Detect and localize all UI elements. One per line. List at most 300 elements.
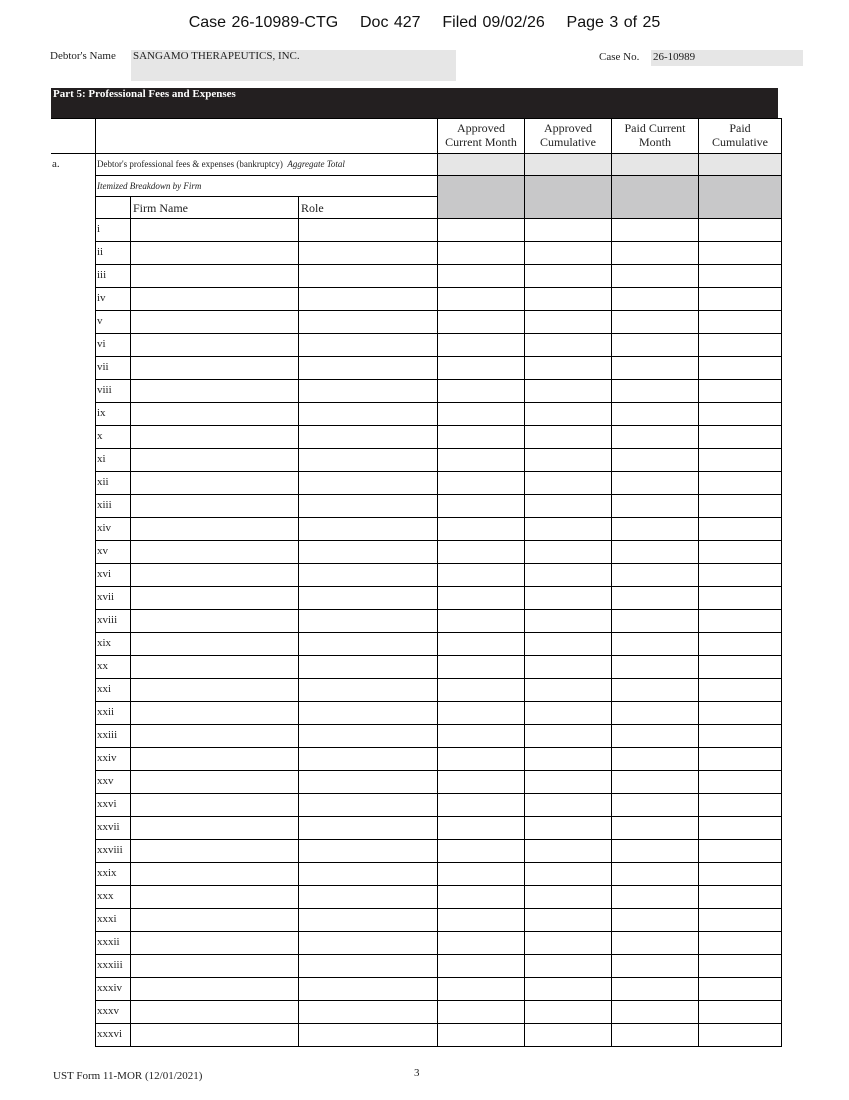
firm-name-cell[interactable]	[130, 334, 298, 356]
paid-cumulative-cell[interactable]	[699, 495, 781, 517]
approved-cumulative-cell[interactable]	[525, 242, 611, 264]
row-number: xxx	[97, 890, 114, 902]
approved-cumulative-cell[interactable]	[525, 311, 611, 333]
column-divider	[524, 118, 525, 1047]
approved-cumulative-cell[interactable]	[525, 1024, 611, 1046]
row-number: xxix	[97, 867, 117, 879]
paid-cumulative-cell[interactable]	[699, 633, 781, 655]
row-number: xiii	[97, 499, 112, 511]
approved-cumulative-cell[interactable]	[525, 334, 611, 356]
role-cell[interactable]	[299, 541, 438, 563]
paid-cumulative-cell[interactable]	[699, 403, 781, 425]
column-divider	[611, 118, 612, 1047]
paid-cumulative-header: Paid Cumulative	[712, 121, 768, 149]
firm-name-cell[interactable]	[130, 564, 298, 586]
firm-name-cell[interactable]	[130, 955, 298, 977]
role-cell[interactable]	[299, 817, 438, 839]
firm-name-cell[interactable]	[130, 472, 298, 494]
table-row	[95, 1000, 782, 1023]
approved-current-month-cell[interactable]	[438, 863, 524, 885]
paid-cumulative-cell[interactable]	[699, 725, 781, 747]
table-row	[95, 701, 782, 724]
approved-cumulative-cell[interactable]	[525, 564, 611, 586]
role-cell[interactable]	[299, 495, 438, 517]
paid-current-month-cell[interactable]	[612, 357, 698, 379]
approved-current-month-cell[interactable]	[438, 495, 524, 517]
firm-name-cell[interactable]	[130, 1024, 298, 1046]
paid-cumulative-cell[interactable]	[699, 955, 781, 977]
paid-cumulative-cell[interactable]	[699, 1001, 781, 1023]
table-row	[95, 655, 782, 678]
approved-cumulative-cell[interactable]	[525, 909, 611, 931]
row-number: xxiii	[97, 729, 118, 741]
paid-cumulative-cell[interactable]	[699, 426, 781, 448]
approved-cumulative-cell[interactable]	[525, 679, 611, 701]
approved-cumulative-cell[interactable]	[525, 794, 611, 816]
itemized-shaded-area	[438, 176, 782, 218]
row-number: xv	[97, 545, 108, 557]
row-number: xiv	[97, 522, 112, 534]
paid-current-month-cell[interactable]	[612, 909, 698, 931]
filed-date: Filed 09/02/26	[442, 14, 545, 31]
paid-cumulative-cell[interactable]	[699, 242, 781, 264]
approved-cumulative-cell[interactable]	[525, 978, 611, 1000]
approved-cumulative-cell[interactable]	[525, 541, 611, 563]
approved-cumulative-cell[interactable]	[525, 840, 611, 862]
paid-current-month-cell[interactable]	[612, 771, 698, 793]
approved-cumulative-cell[interactable]	[525, 518, 611, 540]
approved-cumulative-cell[interactable]	[525, 748, 611, 770]
paid-cumulative-cell[interactable]	[699, 794, 781, 816]
firm-name-cell[interactable]	[130, 449, 298, 471]
firm-name-cell[interactable]	[130, 288, 298, 310]
approved-current-month-cell[interactable]	[438, 955, 524, 977]
table-row	[95, 862, 782, 885]
paid-current-month-cell[interactable]	[612, 541, 698, 563]
approved-cumulative-cell[interactable]	[525, 633, 611, 655]
paid-cumulative-cell[interactable]	[699, 541, 781, 563]
row-number: xxvi	[97, 798, 117, 810]
paid-current-month-cell[interactable]	[612, 955, 698, 977]
approved-cumulative-cell[interactable]	[525, 1001, 611, 1023]
approved-current-month-cell[interactable]	[438, 886, 524, 908]
paid-cumulative-cell[interactable]	[699, 288, 781, 310]
approved-current-month-cell[interactable]	[438, 357, 524, 379]
role-cell[interactable]	[299, 380, 438, 402]
table-row	[95, 540, 782, 563]
role-cell[interactable]	[299, 472, 438, 494]
role-cell[interactable]	[299, 932, 438, 954]
paid-current-month-cell[interactable]	[612, 334, 698, 356]
paid-cumulative-cell[interactable]	[699, 311, 781, 333]
table-row	[95, 632, 782, 655]
paid-current-month-cell[interactable]	[612, 886, 698, 908]
role-cell[interactable]	[299, 771, 438, 793]
role-cell[interactable]	[299, 564, 438, 586]
column-divider	[781, 118, 782, 1047]
table-row	[95, 494, 782, 517]
approved-current-month-cell[interactable]	[438, 771, 524, 793]
firm-name-cell[interactable]	[130, 265, 298, 287]
paid-current-month-cell[interactable]	[612, 242, 698, 264]
paid-current-month-cell[interactable]	[612, 426, 698, 448]
approved-cumulative-cell[interactable]	[525, 955, 611, 977]
aggregate-approved-current-field[interactable]	[438, 154, 524, 175]
row-number: xxxiii	[97, 959, 123, 971]
firm-name-cell[interactable]	[130, 311, 298, 333]
table-row	[95, 333, 782, 356]
role-cell[interactable]	[299, 633, 438, 655]
approved-cumulative-cell[interactable]	[525, 357, 611, 379]
table-row	[95, 977, 782, 1000]
paid-cumulative-cell[interactable]	[699, 380, 781, 402]
approved-cumulative-cell[interactable]	[525, 656, 611, 678]
firm-name-cell[interactable]	[130, 357, 298, 379]
approved-current-month-cell[interactable]	[438, 219, 524, 241]
row-number: vi	[97, 338, 106, 350]
role-cell[interactable]	[299, 357, 438, 379]
firm-name-cell[interactable]	[130, 403, 298, 425]
paid-current-month-cell[interactable]	[612, 840, 698, 862]
approved-current-month-cell[interactable]	[438, 472, 524, 494]
part-title: Part 5: Professional Fees and Expenses	[53, 88, 236, 100]
row-number: xxxiv	[97, 982, 123, 994]
itemized-breakdown-label: Itemized Breakdown by Firm	[97, 181, 202, 191]
paid-current-month-cell[interactable]	[612, 702, 698, 724]
paid-current-month-cell[interactable]	[612, 817, 698, 839]
table-row	[95, 908, 782, 931]
paid-cumulative-cell[interactable]	[699, 449, 781, 471]
row-number: xii	[97, 476, 109, 488]
approved-current-month-cell[interactable]	[438, 909, 524, 931]
approved-cumulative-cell[interactable]	[525, 702, 611, 724]
paid-cumulative-cell[interactable]	[699, 817, 781, 839]
table-row	[95, 793, 782, 816]
firm-name-cell[interactable]	[130, 909, 298, 931]
paid-current-month-cell[interactable]	[612, 610, 698, 632]
paid-cumulative-cell[interactable]	[699, 334, 781, 356]
approved-current-month-cell[interactable]	[438, 1001, 524, 1023]
role-cell[interactable]	[299, 794, 438, 816]
paid-current-month-cell[interactable]	[612, 495, 698, 517]
firm-name-cell[interactable]	[130, 633, 298, 655]
table-row	[95, 747, 782, 770]
row-number: iv	[97, 292, 106, 304]
approved-current-month-cell[interactable]	[438, 794, 524, 816]
column-divider	[298, 196, 299, 1047]
paid-cumulative-cell[interactable]	[699, 679, 781, 701]
case-header	[0, 14, 849, 32]
row-number: vii	[97, 361, 109, 373]
table-row	[95, 931, 782, 954]
paid-current-month-cell[interactable]	[612, 1024, 698, 1046]
table-row	[95, 1023, 782, 1046]
row-number: xxi	[97, 683, 112, 695]
row-number: ii	[97, 246, 104, 258]
paid-current-month-cell[interactable]	[612, 656, 698, 678]
paid-cumulative-cell[interactable]	[699, 1024, 781, 1046]
approved-current-month-cell[interactable]	[438, 748, 524, 770]
firm-name-cell[interactable]	[130, 541, 298, 563]
approved-current-month-cell[interactable]	[438, 380, 524, 402]
row-number: xvii	[97, 591, 115, 603]
table-row	[95, 379, 782, 402]
row-number: xxxii	[97, 936, 120, 948]
section-letter: a.	[52, 158, 60, 170]
row-number: ix	[97, 407, 106, 419]
page-indicator: Page 3 of 25	[566, 14, 661, 31]
role-cell[interactable]	[299, 1001, 438, 1023]
approved-cumulative-cell[interactable]	[525, 863, 611, 885]
role-cell[interactable]	[299, 656, 438, 678]
firm-name-cell[interactable]	[130, 679, 298, 701]
table-row	[95, 241, 782, 264]
firm-name-cell[interactable]	[130, 794, 298, 816]
paid-cumulative-cell[interactable]	[699, 219, 781, 241]
paid-current-month-cell[interactable]	[612, 449, 698, 471]
table-row	[95, 563, 782, 586]
firm-name-cell[interactable]	[130, 495, 298, 517]
role-cell[interactable]	[299, 748, 438, 770]
table-row	[95, 310, 782, 333]
role-cell[interactable]	[299, 288, 438, 310]
column-divider	[437, 118, 438, 1047]
approved-cumulative-cell[interactable]	[525, 495, 611, 517]
row-number: xx	[97, 660, 108, 672]
aggregate-paid-current-field[interactable]	[612, 154, 698, 175]
approved-current-month-cell[interactable]	[438, 679, 524, 701]
firm-name-cell[interactable]	[130, 748, 298, 770]
approved-current-month-cell[interactable]	[438, 564, 524, 586]
paid-current-month-cell[interactable]	[612, 380, 698, 402]
firm-name-cell[interactable]	[130, 725, 298, 747]
approved-cumulative-cell[interactable]	[525, 265, 611, 287]
role-cell[interactable]	[299, 1024, 438, 1046]
approved-cumulative-cell[interactable]	[525, 932, 611, 954]
role-cell[interactable]	[299, 403, 438, 425]
row-number: xxv	[97, 775, 114, 787]
role-cell[interactable]	[299, 955, 438, 977]
itemized-bottom-line	[95, 196, 438, 197]
paid-cumulative-cell[interactable]	[699, 909, 781, 931]
paid-cumulative-cell[interactable]	[699, 265, 781, 287]
role-cell[interactable]	[299, 518, 438, 540]
role-cell[interactable]	[299, 886, 438, 908]
role-cell[interactable]	[299, 334, 438, 356]
firm-name-cell[interactable]	[130, 610, 298, 632]
role-cell[interactable]	[299, 242, 438, 264]
paid-cumulative-cell[interactable]	[699, 863, 781, 885]
row-number: xxxvi	[97, 1028, 123, 1040]
table-row	[95, 287, 782, 310]
paid-current-month-cell[interactable]	[612, 1001, 698, 1023]
role-cell[interactable]	[299, 311, 438, 333]
paid-cumulative-cell[interactable]	[699, 472, 781, 494]
paid-current-month-cell[interactable]	[612, 794, 698, 816]
paid-current-month-header: Paid Current Month	[624, 121, 686, 149]
paid-current-month-cell[interactable]	[612, 403, 698, 425]
approved-cumulative-cell[interactable]	[525, 725, 611, 747]
role-cell[interactable]	[299, 265, 438, 287]
table-row	[95, 839, 782, 862]
paid-current-month-cell[interactable]	[612, 863, 698, 885]
role-cell[interactable]	[299, 679, 438, 701]
firm-name-cell[interactable]	[130, 219, 298, 241]
firm-name-cell[interactable]	[130, 863, 298, 885]
approved-cumulative-cell[interactable]	[525, 219, 611, 241]
paid-cumulative-cell[interactable]	[699, 886, 781, 908]
firm-name-cell[interactable]	[130, 518, 298, 540]
approved-current-month-cell[interactable]	[438, 403, 524, 425]
table-top-line	[51, 118, 782, 119]
table-row	[95, 954, 782, 977]
approved-current-month-cell[interactable]	[438, 334, 524, 356]
table-row	[95, 425, 782, 448]
row-number: xxii	[97, 706, 115, 718]
role-cell[interactable]	[299, 219, 438, 241]
paid-current-month-cell[interactable]	[612, 518, 698, 540]
role-cell[interactable]	[299, 909, 438, 931]
table-row	[95, 218, 782, 241]
role-cell[interactable]	[299, 840, 438, 862]
firm-name-cell[interactable]	[130, 932, 298, 954]
paid-cumulative-cell[interactable]	[699, 978, 781, 1000]
approved-current-month-cell[interactable]	[438, 265, 524, 287]
row-number: xxviii	[97, 844, 123, 856]
paid-cumulative-cell[interactable]	[699, 840, 781, 862]
approved-cumulative-cell[interactable]	[525, 288, 611, 310]
approved-cumulative-cell[interactable]	[525, 472, 611, 494]
paid-cumulative-cell[interactable]	[699, 518, 781, 540]
approved-current-month-cell[interactable]	[438, 610, 524, 632]
approved-current-month-cell[interactable]	[438, 978, 524, 1000]
role-cell[interactable]	[299, 702, 438, 724]
paid-current-month-cell[interactable]	[612, 932, 698, 954]
approved-current-month-cell[interactable]	[438, 725, 524, 747]
approved-current-month-cell[interactable]	[438, 702, 524, 724]
approved-current-month-cell[interactable]	[438, 817, 524, 839]
approved-cumulative-cell[interactable]	[525, 771, 611, 793]
row-number: xxiv	[97, 752, 117, 764]
role-cell[interactable]	[299, 610, 438, 632]
paid-current-month-cell[interactable]	[612, 265, 698, 287]
paid-current-month-cell[interactable]	[612, 472, 698, 494]
row-divider	[95, 1046, 782, 1047]
approved-cumulative-cell[interactable]	[525, 449, 611, 471]
approved-cumulative-cell[interactable]	[525, 817, 611, 839]
firm-name-cell[interactable]	[130, 771, 298, 793]
row-number: iii	[97, 269, 107, 281]
approved-current-month-cell[interactable]	[438, 1024, 524, 1046]
table-row	[95, 356, 782, 379]
paid-current-month-cell[interactable]	[612, 633, 698, 655]
approved-cumulative-cell[interactable]	[525, 380, 611, 402]
row-number: v	[97, 315, 103, 327]
firm-name-cell[interactable]	[130, 587, 298, 609]
paid-cumulative-cell[interactable]	[699, 357, 781, 379]
table-row	[95, 816, 782, 839]
row-number: x	[97, 430, 103, 442]
role-cell[interactable]	[299, 587, 438, 609]
table-row	[95, 609, 782, 632]
approved-current-month-cell[interactable]	[438, 242, 524, 264]
approved-current-month-cell[interactable]	[438, 288, 524, 310]
firm-name-cell[interactable]	[130, 380, 298, 402]
approved-current-month-cell[interactable]	[438, 311, 524, 333]
paid-current-month-cell[interactable]	[612, 564, 698, 586]
approved-current-month-cell[interactable]	[438, 587, 524, 609]
firm-name-cell[interactable]	[130, 1001, 298, 1023]
role-cell[interactable]	[299, 863, 438, 885]
approved-current-month-cell[interactable]	[438, 633, 524, 655]
paid-cumulative-cell[interactable]	[699, 564, 781, 586]
role-header: Role	[301, 201, 324, 215]
row-number: i	[97, 223, 101, 235]
approved-current-month-cell[interactable]	[438, 840, 524, 862]
aggregate-bottom-line	[95, 175, 782, 176]
firm-name-cell[interactable]	[130, 886, 298, 908]
row-number: xix	[97, 637, 112, 649]
approved-current-month-cell[interactable]	[438, 541, 524, 563]
firm-name-cell[interactable]	[130, 242, 298, 264]
firm-name-cell[interactable]	[130, 702, 298, 724]
column-divider	[698, 118, 699, 1047]
firm-name-cell[interactable]	[130, 426, 298, 448]
paid-cumulative-cell[interactable]	[699, 702, 781, 724]
role-cell[interactable]	[299, 449, 438, 471]
firm-name-cell[interactable]	[130, 978, 298, 1000]
approved-cumulative-cell[interactable]	[525, 886, 611, 908]
row-number: xxxi	[97, 913, 117, 925]
approved-current-month-cell[interactable]	[438, 932, 524, 954]
paid-current-month-cell[interactable]	[612, 587, 698, 609]
approved-cumulative-cell[interactable]	[525, 426, 611, 448]
role-cell[interactable]	[299, 725, 438, 747]
paid-current-month-cell[interactable]	[612, 311, 698, 333]
paid-cumulative-cell[interactable]	[699, 932, 781, 954]
approved-cumulative-cell[interactable]	[525, 403, 611, 425]
paid-current-month-cell[interactable]	[612, 288, 698, 310]
aggregate-paid-cumulative-field[interactable]	[699, 154, 781, 175]
case-number-header: Case 26-10989-CTG	[188, 14, 339, 31]
firm-name-cell[interactable]	[130, 840, 298, 862]
paid-cumulative-cell[interactable]	[699, 771, 781, 793]
page-number: 3	[414, 1067, 420, 1079]
paid-cumulative-cell[interactable]	[699, 748, 781, 770]
role-cell[interactable]	[299, 426, 438, 448]
paid-current-month-cell[interactable]	[612, 748, 698, 770]
firm-name-cell[interactable]	[130, 656, 298, 678]
column-divider	[130, 196, 131, 1047]
approved-current-month-cell[interactable]	[438, 518, 524, 540]
paid-cumulative-cell[interactable]	[699, 610, 781, 632]
paid-cumulative-cell[interactable]	[699, 656, 781, 678]
paid-current-month-cell[interactable]	[612, 219, 698, 241]
paid-current-month-cell[interactable]	[612, 725, 698, 747]
approved-current-month-cell[interactable]	[438, 449, 524, 471]
approved-cumulative-cell[interactable]	[525, 610, 611, 632]
firm-name-cell[interactable]	[130, 817, 298, 839]
approved-current-month-cell[interactable]	[438, 426, 524, 448]
aggregate-approved-cumulative-field[interactable]	[525, 154, 611, 175]
approved-cumulative-cell[interactable]	[525, 587, 611, 609]
paid-cumulative-cell[interactable]	[699, 587, 781, 609]
paid-current-month-cell[interactable]	[612, 978, 698, 1000]
approved-current-month-cell[interactable]	[438, 656, 524, 678]
paid-current-month-cell[interactable]	[612, 679, 698, 701]
firm-name-header: Firm Name	[133, 201, 188, 215]
role-cell[interactable]	[299, 978, 438, 1000]
